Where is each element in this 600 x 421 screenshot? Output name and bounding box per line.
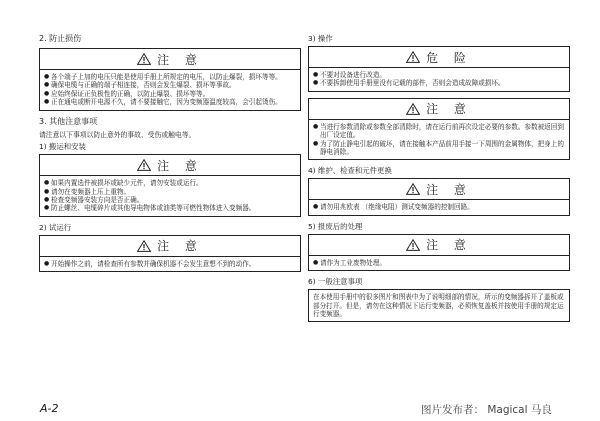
publisher-watermark: 图片发布者： Magical 马良 xyxy=(421,404,552,416)
box-title xyxy=(309,235,569,256)
danger-box-operation xyxy=(308,46,570,92)
list-item: ● 不要拆卸使用手册里没有记载的部件，否则会造成故障或损坏。 xyxy=(313,79,505,88)
warning-triangle-icon xyxy=(406,239,420,251)
box-title xyxy=(40,155,300,176)
box-title-text: 注 意 xyxy=(426,182,472,197)
warning-triangle-icon xyxy=(137,53,151,65)
caution-box-maintenance xyxy=(308,178,570,215)
box-title xyxy=(40,49,300,70)
caution-box-disposal xyxy=(308,234,570,271)
left-column xyxy=(39,34,301,278)
box-title xyxy=(309,99,569,120)
list-item: ● 如果内置选件被损坏或缺少元件，请勿安装或运行。 xyxy=(44,179,203,188)
box-title-text: 注 意 xyxy=(157,52,203,67)
list-item: ● 开始操作之前，请检查所有参数并确保机器不会发生意想不到的动作。 xyxy=(44,259,256,268)
caution-box-operation xyxy=(308,98,570,161)
subsection-disposal-heading: 5) 报废后的处理 xyxy=(308,221,363,231)
page-number: A-2 xyxy=(40,402,59,415)
list-item: ● 请勿在变频器上压上重物。 xyxy=(44,187,131,196)
section-3-heading: 3. 其他注意事项 xyxy=(39,116,98,126)
box-title-text: 注 意 xyxy=(426,238,472,253)
general-notes-text: 在本使用手册中的很多图片和图表中为了说明细部的情况，所示的变频器拆开了盖板或部分打开。但是，请勿在这种情况下运行变频器，必须恢复盖板并按使用手册的规定运行变频器。 xyxy=(313,293,564,319)
box-title xyxy=(309,179,569,200)
list-item: ● 检查变频器安装方向是否正确。 xyxy=(44,196,144,205)
list-item: ● 请作为工业废物处理。 xyxy=(313,258,386,267)
caution-box-transport xyxy=(39,154,301,217)
caution-box-trial-run xyxy=(39,235,301,272)
box-title-text: 危 险 xyxy=(426,50,472,65)
warning-triangle-icon xyxy=(406,51,420,63)
box-title-text: 注 意 xyxy=(157,158,203,173)
list-item: ● 当进行参数清除或参数全部清除时，请在运行前再次设定必要的参数。参数被返回到出厂设定值。 xyxy=(313,122,564,140)
box-title xyxy=(40,236,300,257)
warning-triangle-icon xyxy=(137,159,151,171)
list-item: ● 确保电缆与正确的端子相连接，否则会发生爆裂、损坏等事故。 xyxy=(44,81,236,90)
general-notes-box xyxy=(308,289,570,322)
subsection-operation-heading: 3) 操作 xyxy=(308,34,333,43)
subsection-maintenance-heading: 4) 维护、检查和元件更换 xyxy=(308,166,392,176)
warning-triangle-icon xyxy=(406,103,420,115)
list-item: ● 不要对设备进行改造。 xyxy=(313,71,386,79)
subsection-transport-heading: 1) 搬运和安装 xyxy=(39,142,86,152)
list-item: ● 各个端子上加的电压只能是使用手册上所规定的电压，以防止爆裂，损坏等等。 xyxy=(44,73,282,81)
caution-box-injury xyxy=(39,48,301,111)
box-title-text: 注 意 xyxy=(157,239,203,254)
subsection-general-heading: 6) 一般注意事项 xyxy=(308,277,363,287)
box-title xyxy=(309,47,569,68)
list-item: ● 防止螺丝、电缆碎片或其他导电物体或油类等可燃性物体进入变频器。 xyxy=(44,204,256,213)
list-item: ● 正在通电或断开电源不久，请不要接触它，因为变频器温度较高，会引起烫伤。 xyxy=(44,98,282,107)
right-column xyxy=(308,34,570,328)
warning-triangle-icon xyxy=(137,240,151,252)
list-item: ● 为了防止静电引起的破坏，请在接触本产品前用手接一下周围的金属物体，把身上的静电消除。 xyxy=(313,139,564,157)
section-2-heading: 2. 防止损伤 xyxy=(39,34,82,43)
list-item: ● 请勿用兆欧表 （绝缘电阻）测试变频器的控制回路。 xyxy=(313,203,474,212)
list-item: ● 应始终保证正负极性的正确，以防止爆裂、损坏等等。 xyxy=(44,89,210,98)
section-3-intro: 请注意以下事项以防止意外的事故、受伤或触电等。 xyxy=(39,130,196,139)
subsection-trial-run-heading: 2) 试运行 xyxy=(39,222,72,232)
box-title-text: 注 意 xyxy=(426,102,472,117)
warning-triangle-icon xyxy=(406,183,420,195)
